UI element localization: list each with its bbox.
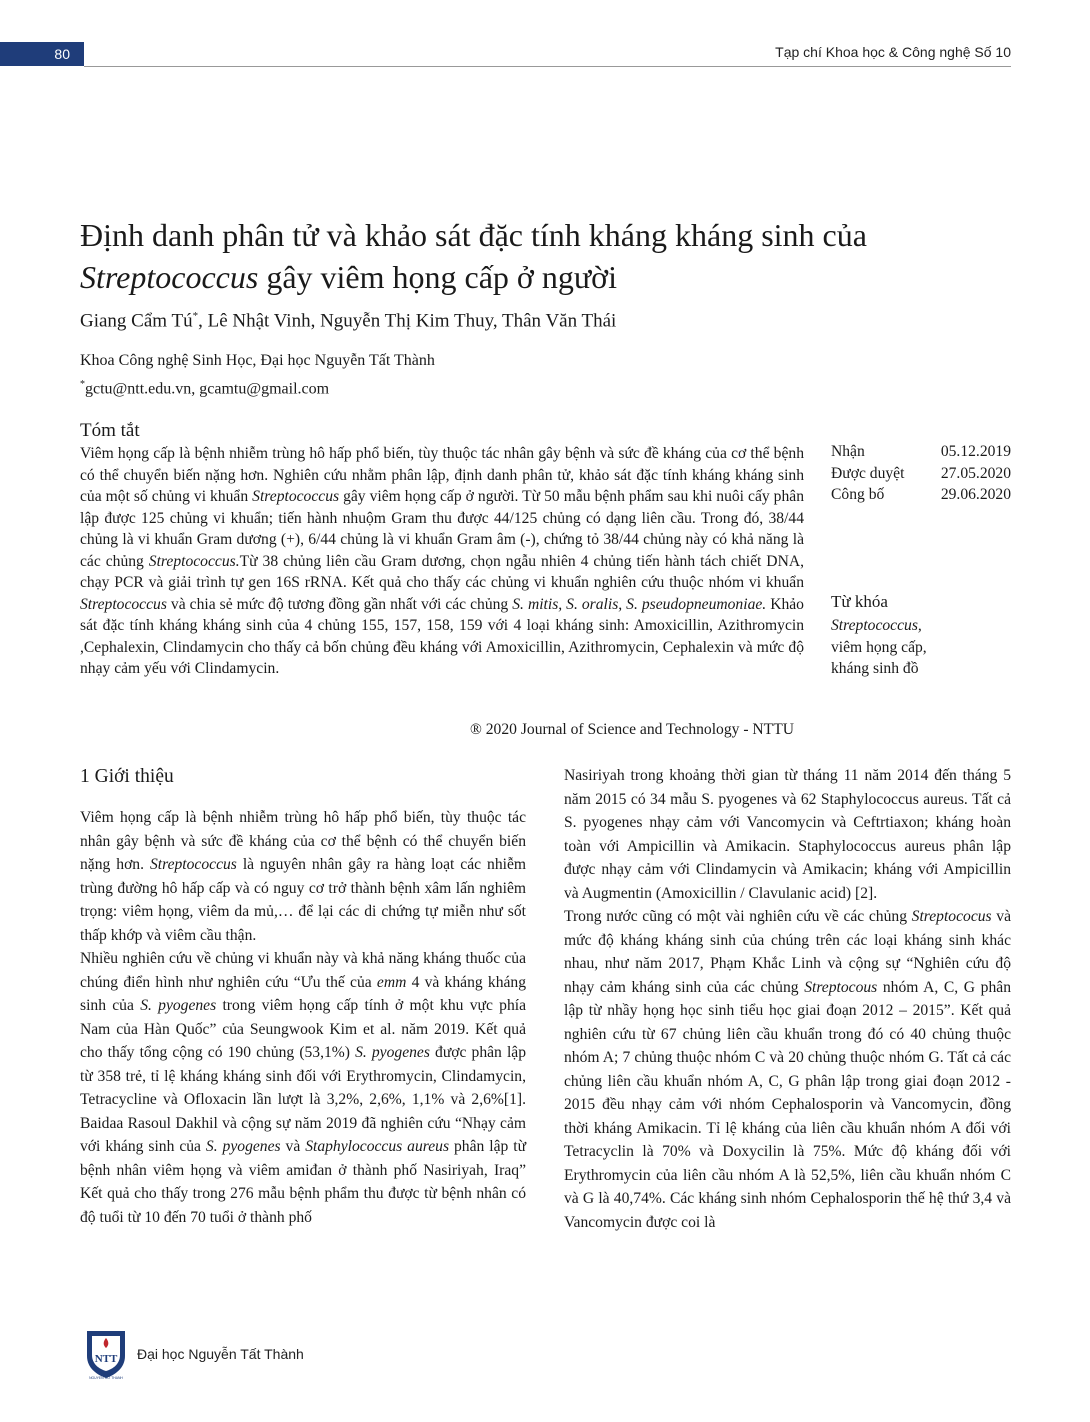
affiliation: [80, 349, 435, 401]
journal-name: Tạp chí Khoa học & Công nghệ Số 10: [775, 44, 1011, 60]
accepted-label: Được duyệt: [831, 464, 905, 482]
left-column: [80, 806, 526, 1229]
abstract-part: Viêm họng cấp là bệnh nhiễm trùng hô hấp phổ biến, tùy thuộc tác nhân gây bệnh và sức đề kháng của cơ thể bệnh có thể chuyển biến nặng hơn. Nghiên cứu nhằm phân lập, định danh phân tử, khảo sát đặc tính kháng kháng sinh của một số chủng vi khuẩn: [80, 445, 804, 505]
intro-paragraph: Nasiriyah trong khoảng thời gian từ tháng 11 năm 2014 đến tháng 5 năm 2015 có 34 mẫu S. pyogenes và 62 Staphylococcus aureus. Tất cả S. pyogenes nhạy cảm với Vancomycin và Ceftrtiaxon; kháng hoàn toàn với Ampicillin và Amikacin. Staphylococcus aureus phân lập được nhạy cảm với Clindamycin và Amikacin; kháng với Ampicillin và Augmentin (Amoxicillin / Clavulanic acid) [2].: [564, 767, 1011, 902]
header-divider: [84, 66, 1011, 67]
institution: Khoa Công nghệ Sinh Học, Đại học Nguyễn Tất Thành: [80, 352, 435, 369]
abstract-text: [80, 443, 804, 680]
published-date: 29.06.2020: [940, 486, 1011, 503]
abstract-italic: S. mitis, S. oralis, S. pseudopneumoniae.: [512, 595, 767, 613]
intro-paragraph: Viêm họng cấp là bệnh nhiễm trùng hô hấp phổ biến, tùy thuộc tác nhân gây bệnh và sức đề kháng của cơ thể bệnh có thể chuyển biến nặng hơn. Streptococcus là nguyên nhân gây ra hàng loạt các nhiễm trùng đường hô hấp cấp và có nguy cơ trở thành bệnh xâm lấn nghiêm trọng: viêm họng, viêm da mủ,… để lại các di chứng tự miễn như sốt thấp khớp và viêm cầu thận.: [80, 809, 526, 944]
copyright-line: ® 2020 Journal of Science and Technology - NTTU: [470, 721, 794, 738]
keywords-list: [831, 615, 1011, 680]
university-logo-icon: [83, 1328, 129, 1380]
keyword: Streptococcus,: [831, 617, 922, 634]
page-number-badge: [0, 42, 84, 66]
other-authors: , Lê Nhật Vinh, Nguyễn Thị Kim Thuy, Thân Văn Thái: [198, 310, 617, 332]
first-author: Giang Cẩm Tú: [80, 310, 193, 332]
keyword: kháng sinh đồ: [831, 660, 919, 677]
right-column: [564, 764, 1011, 1234]
intro-paragraph: Nhiều nghiên cứu về chủng vi khuẩn này và khả năng kháng thuốc của chúng điển hình như nghiên cứu “Ưu thế của emm 4 và kháng kháng sinh của S. pyogenes trong viêm họng cấp tính ở một khu vực phía Nam của Hàn Quốc” của Seungwook Kim et al. năm 2019. Kết quả cho thấy tổng cộng có 190 chủng (53,1%) S. pyogenes được phân lập từ 358 trẻ, tỉ lệ kháng kháng sinh đối với Erythromycin, Clindamycin, Tetracycline và Ofloxacin lần lượt là 3,2%, 2,6%, 1,1% và 2,6%[1]. Baidaa Rasoul Dakhil và cộng sự năm 2019 đã nghiên cứu “Nhạy cảm với kháng sinh của S. pyogenes và Staphylococcus aureus phân lập từ bệnh nhân viêm họng và viêm amiđan ở thành phố Nasiriyah, Iraq” Kết quả cho thấy trong 276 mẫu bệnh phẩm thu được từ bệnh nhân có độ tuổi từ 10 đến 70 tuổi ở thành phố: [80, 950, 527, 1226]
abstract-heading: Tóm tắt: [80, 420, 140, 441]
published-row: [831, 484, 1011, 506]
intro-paragraph: Trong nước cũng có một vài nghiên cứu về các chủng Streptococus và mức độ kháng kháng sinh của chúng trên các loại kháng sinh khác nhau, như năm 2017, Phạm Khắc Linh và cộng sự “Nghiên cứu độ nhạy cảm kháng sinh của các chủng Streptocous nhóm A, C, G phân lập từ nhầy họng học sinh tiểu học giai đoạn 2012 – 2015”. Kết quả nghiên cứu từ 67 chủng liên cầu khuẩn trong đó có 40 chủng thuộc nhóm A; 7 chủng thuộc nhóm C và 20 chủng thuộc nhóm G. Tất cả các chủng liên cầu khuẩn nhóm A, C, G phân lập trong giai đoạn 2012 - 2015 đều nhạy cảm với nhóm Cephalosporin và Vancomycin, đồng thời kháng Amikacin. Tỉ lệ kháng của liên cầu khuẩn nhóm A đối với Tetracyclin là 70% và Doxycilin là 75%. Mức độ kháng đối với Erythromycin của liên cầu nhóm A là 52,5%, liên cầu khuẩn nhóm C và G là 40,74%. Các kháng sinh nhóm Cephalosporin thế hệ thứ 3,4 và Vancomycin được coi là: [564, 908, 1011, 1231]
page-number: 80: [54, 46, 70, 62]
abstract-part: Từ 38 chủng liên cầu Gram dương, chọn ngẫu nhiên 4 chủng tiến hành tách chiết DNA, chạy PCR và giải trình tự gen 16S rRNA. Kết quả cho thấy các chủng vi khuẩn nghiên cứu thuộc nhóm vi khuẩn: [80, 552, 804, 591]
footer-university: Đại học Nguyễn Tất Thành: [137, 1346, 304, 1362]
accepted-row: [831, 463, 1011, 485]
published-label: Công bố: [831, 486, 885, 503]
abstract-italic: Streptococcus.: [148, 552, 240, 570]
corresponding-mark: *: [192, 310, 199, 322]
svg-text:NGUYEN TAT THANH: NGUYEN TAT THANH: [89, 1376, 123, 1380]
article-dates: [831, 441, 1011, 506]
section-heading-intro: 1 Giới thiệu: [80, 766, 174, 787]
accepted-date: 27.05.2020: [940, 464, 1011, 482]
title-line2: gây viêm họng cấp ở người: [258, 259, 617, 295]
abstract-part: Khảo sát đặc tính kháng kháng sinh của 4 chủng 155, 157, 158, 159 với 4 loại kháng sinh: Amoxicillin, Azithromycin ,Cephalexin, Clindamycin cho thấy cả bốn chủng đều kháng với Amoxicillin, Azithromycin, Cephalexin và mức độ nhạy cảm yếu với Clindamycin.: [80, 595, 804, 677]
received-label: Nhận: [831, 443, 865, 460]
footer: [83, 1328, 304, 1380]
email-star: *: [80, 379, 85, 390]
abstract-part: gây viêm họng cấp ở người. Từ 50 mẫu bệnh phẩm sau khi nuôi cấy phân lập được 125 chủng vi khuẩn; tiến hành nhuộm Gram thu được 44/125 chủng có dạng liên cầu. Trong đó, 38/44 chủng là vi khuẩn Gram dương (+), 6/44 chủng là vi khuẩn Gram âm (-), chứng tỏ 38/44 chủng này có khả năng là các chủng: [80, 488, 804, 570]
title-genus: Streptococcus: [80, 259, 259, 295]
abstract-italic: Streptococcus: [252, 488, 340, 505]
abstract-italic: Streptococcus: [80, 595, 167, 613]
received-date: 05.12.2019: [940, 443, 1011, 460]
emails: gctu@ntt.edu.vn, gcamtu@gmail.com: [85, 380, 330, 398]
received-row: [831, 441, 1011, 463]
svg-text:NTT: NTT: [94, 1353, 118, 1365]
author-list: [80, 310, 616, 332]
article-title: [80, 214, 1000, 298]
abstract-part: và chia sẻ mức độ tương đồng gần nhất với các chủng: [166, 595, 513, 613]
title-line1: Định danh phân tử và khảo sát đặc tính kháng kháng sinh của: [80, 217, 867, 253]
email-line: [80, 373, 435, 401]
keyword: viêm họng cấp,: [831, 638, 927, 656]
keywords-heading: Từ khóa: [831, 592, 888, 611]
